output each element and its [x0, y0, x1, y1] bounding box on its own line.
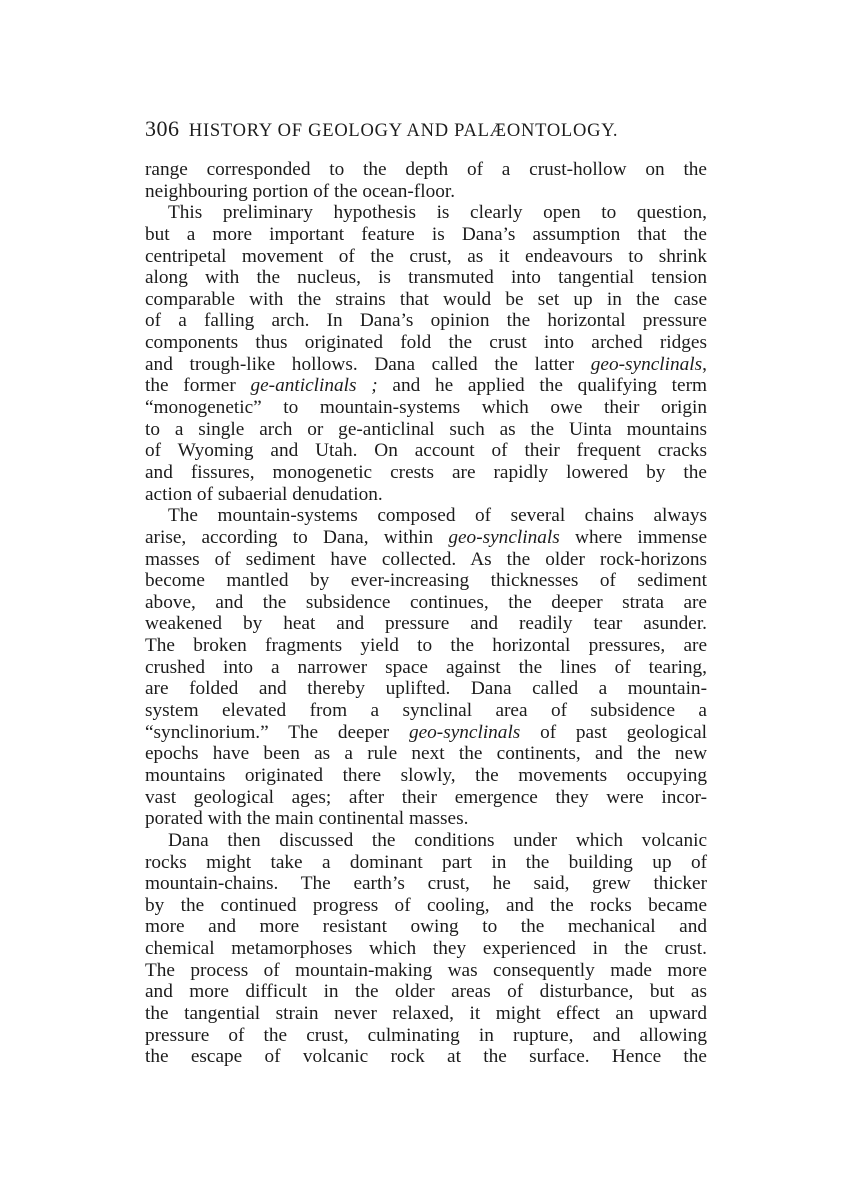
text-line: and trough-like hollows. Dana called the latter geo-synclinals,	[145, 353, 707, 375]
text-line: along with the nucleus, is transmuted into tangential tension	[145, 267, 707, 289]
text-line: rocks might take a dominant part in the building up of	[145, 851, 707, 873]
text-line: neighbouring portion of the ocean-floor.	[145, 180, 456, 202]
text-line: the tangential strain never relaxed, it might effect an upward	[145, 1002, 707, 1024]
text-line: components thus originated fold the crust into arched ridges	[145, 332, 707, 354]
text-line: system elevated from a synclinal area of subsidence a	[145, 700, 707, 722]
text-line: action of subaerial denudation.	[145, 483, 383, 505]
text-line: This preliminary hypothesis is clearly open to question,	[168, 202, 707, 224]
text-line: Dana then discussed the conditions under which volcanic	[168, 829, 707, 851]
text-line: porated with the main continental masses.	[145, 808, 469, 830]
text-line: arise, according to Dana, within geo-synclinals where immense	[145, 526, 708, 548]
italic-term: geo-synclinals	[448, 526, 560, 548]
text-line: pressure of the crust, culminating in rupture, and allowing	[145, 1024, 707, 1046]
text-line: of Wyoming and Utah. On account of their frequent cracks	[145, 440, 707, 462]
italic-term: geo-synclinals	[408, 721, 521, 743]
text-line: masses of sediment have collected. As the older rock-horizons	[145, 548, 707, 570]
text-line: by the continued progress of cooling, and the rocks became	[145, 894, 707, 916]
text-line: become mantled by ever-increasing thicknesses of sediment	[145, 570, 707, 592]
page-number: 306	[145, 116, 180, 141]
text-line: “monogenetic” to mountain-systems which owe their origin	[145, 397, 707, 419]
text-line: epochs have been as a rule next the continents, and the new	[145, 743, 707, 765]
text-line: The process of mountain-making was consequently made more	[145, 959, 707, 981]
running-head	[145, 116, 705, 142]
text-line: and more difficult in the older areas of disturbance, but as	[145, 981, 707, 1003]
text-line: mountain-chains. The earth’s crust, he said, grew thicker	[145, 873, 707, 895]
text-line: centripetal movement of the crust, as it endeavours to shrink	[145, 245, 707, 267]
text-line: The mountain-systems composed of several chains always	[168, 505, 707, 527]
italic-term: geo-synclinals	[590, 353, 703, 375]
paragraph	[145, 202, 707, 505]
text-line: the former ge-anticlinals ; and he applied the qualifying term	[145, 375, 707, 397]
text-line: range corresponded to the depth of a crust-hollow on the	[145, 159, 707, 180]
body-text	[145, 159, 707, 1068]
paragraph	[145, 830, 707, 1068]
text-line: chemical metamorphoses which they experienced in the crust.	[145, 938, 707, 960]
text-line: are folded and thereby uplifted. Dana called a mountain-	[145, 678, 707, 700]
text-line: vast geological ages; after their emergence they were incor-	[145, 786, 707, 808]
text-line: and fissures, monogenetic crests are rapidly lowered by the	[145, 461, 707, 483]
text-line: “synclinorium.” The deeper geo-synclinals of past geological	[145, 721, 707, 743]
text-line: crushed into a narrower space against the lines of tearing,	[145, 656, 707, 678]
text-line: to a single arch or ge-anticlinal such as the Uinta mountains	[145, 418, 707, 440]
running-head-title: HISTORY OF GEOLOGY AND PALÆONTOLOGY.	[188, 121, 619, 141]
paragraph	[145, 505, 707, 830]
text-line: the escape of volcanic rock at the surface. Hence the	[145, 1046, 707, 1068]
text-line: more and more resistant owing to the mechanical and	[145, 916, 707, 938]
italic-term: ge-anticlinals ;	[250, 375, 378, 397]
text-line: weakened by heat and pressure and readily tear asunder.	[145, 613, 707, 635]
text-line: but a more important feature is Dana’s assumption that the	[145, 223, 707, 245]
text-line: above, and the subsidence continues, the deeper strata are	[145, 591, 707, 613]
text-line: mountains originated there slowly, the movements occupying	[145, 764, 707, 786]
text-line: of a falling arch. In Dana’s opinion the horizontal pressure	[145, 310, 707, 332]
text-line: The broken fragments yield to the horizontal pressures, are	[145, 635, 707, 657]
paragraph	[145, 159, 707, 202]
text-line: comparable with the strains that would be set up in the case	[145, 288, 707, 310]
